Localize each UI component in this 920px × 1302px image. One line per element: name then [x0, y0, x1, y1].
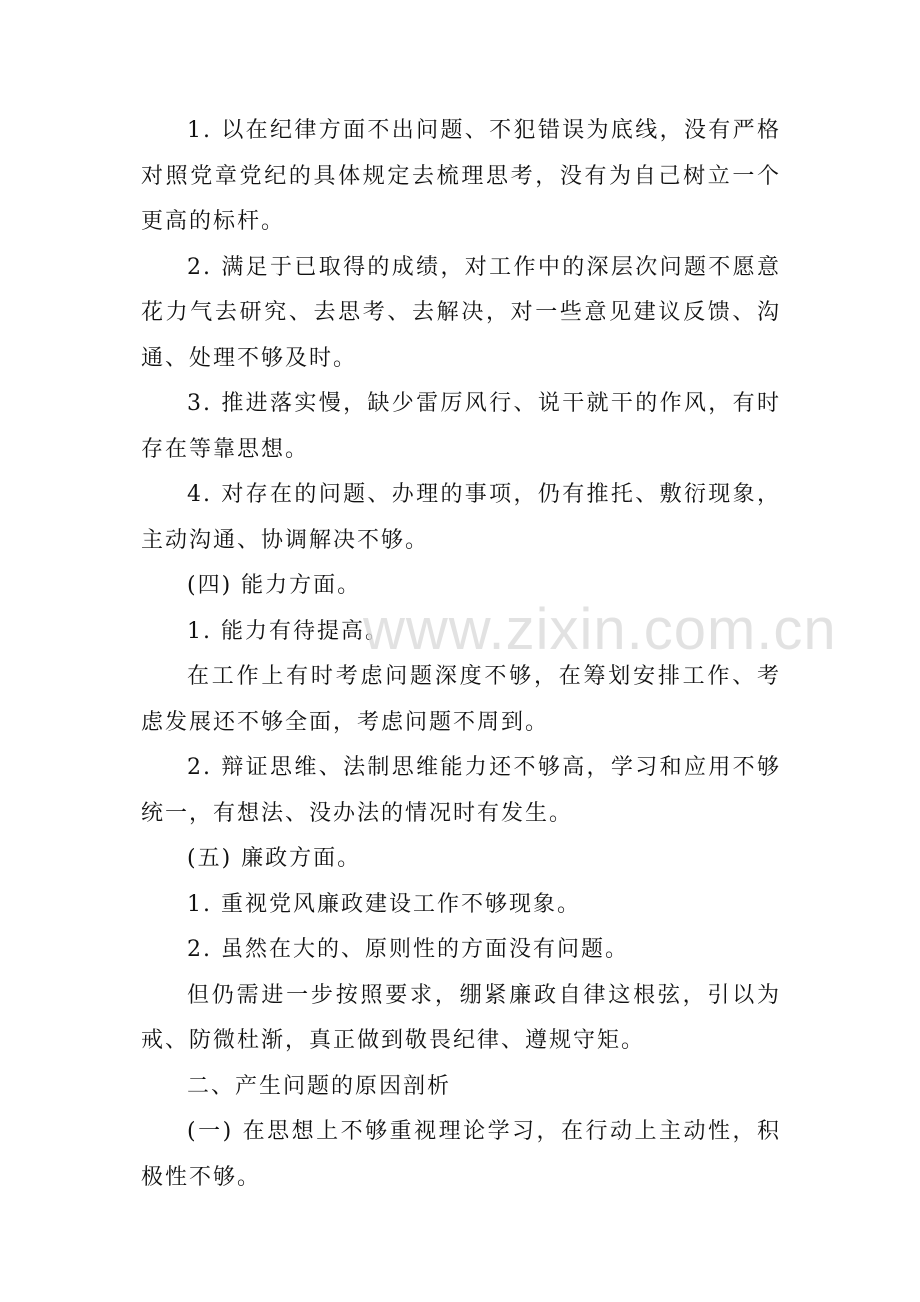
paragraph: 2. 虽然在大的、原则性的方面没有问题。 [187, 937, 629, 962]
paragraph: 1. 重视党风廉政建设工作不够现象。 [187, 891, 581, 917]
document-body [141, 108, 781, 1200]
paragraph: 在工作上有时考虑问题深度不够，在筹划安排工作、考虑发展还不够全面，考虑问题不周到。 [141, 664, 781, 735]
section-heading: (四) 能力方面。 [187, 573, 362, 598]
paragraph: 1. 能力有待提高。 [187, 618, 389, 644]
section-heading: 二、产生问题的原因剖析 [187, 1073, 452, 1099]
paragraph: 1. 以在纪律方面不出问题、不犯错误为底线，没有严格对照党章党纪的具体规定去梳理思考，没有为自己树立一个更高的标杆。 [141, 118, 781, 234]
paragraph: 3. 推进落实慢，缺少雷厉风行、说干就干的作风，有时存在等靠思想。 [141, 391, 781, 462]
section-heading: (五) 廉政方面。 [187, 846, 362, 871]
paragraph: 4. 对存在的问题、办理的事项，仍有推托、敷衍现象，主动沟通、协调解决不够。 [141, 482, 781, 553]
paragraph: 但仍需进一步按照要求，绷紧廉政自律这根弦，引以为戒、防微杜渐，真正做到敬畏纪律、遵规守矩。 [141, 982, 781, 1053]
watermark: www.zixin.com.cn [363, 597, 837, 662]
paragraph: (一) 在思想上不够重视理论学习，在行动上主动性，积极性不够。 [141, 1119, 781, 1190]
paragraph: 2. 辩证思维、法制思维能力还不够高，学习和应用不够统一，有想法、没办法的情况时有发生。 [141, 755, 781, 826]
paragraph: 2. 满足于已取得的成绩，对工作中的深层次问题不愿意花力气去研究、去思考、去解决，对一些意见建议反馈、沟通、处理不够及时。 [141, 254, 781, 371]
